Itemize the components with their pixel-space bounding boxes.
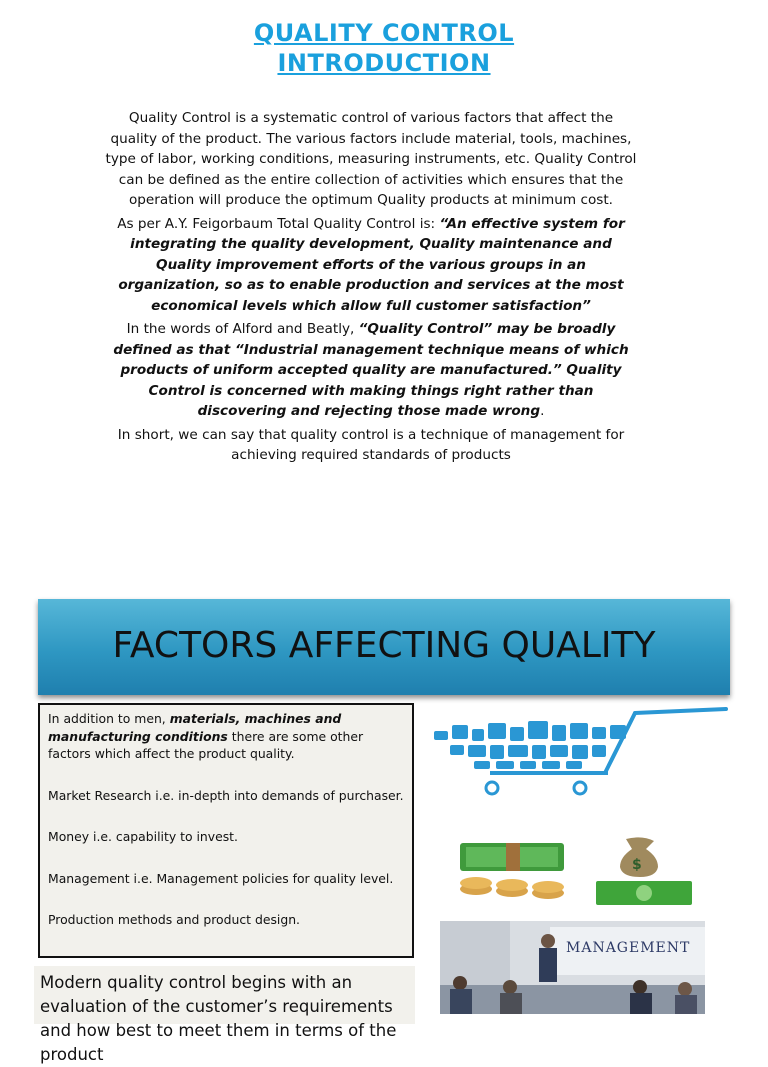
intro-paragraph-4: In short, we can say that quality control is a technique of management for achieving required standards of products	[117, 426, 625, 463]
page-title	[0, 18, 768, 78]
banner-title: FACTORS AFFECTING QUALITY	[112, 625, 656, 666]
factors-box	[38, 703, 414, 958]
management-sign: MANAGEMENT	[566, 940, 691, 956]
title-line-2: INTRODUCTION	[277, 49, 491, 77]
shopping-cart-icon	[430, 705, 730, 797]
factors-lead: In addition to men, materials, machines and manufacturing conditions there are some other factors which affect the product quality.	[48, 711, 364, 761]
modern-quality-text: Modern quality control begins with an evaluation of the customer’s requirements and how best to meet them in terms of the product	[34, 966, 415, 1024]
management-meeting-image	[440, 921, 705, 1014]
factor-item: Money i.e. capability to invest.	[48, 829, 238, 844]
intro-paragraph-2: As per A.Y. Feigorbaum Total Quality Control is: “An effective system for integrating the quality development, Quality maintenance and Quality improvement efforts of the various groups in an organization, so as to enable production and services at the most economical levels which allow full customer satisfaction”	[117, 215, 625, 314]
factors-banner	[38, 599, 730, 695]
title-line-1: QUALITY CONTROL	[253, 19, 515, 47]
factor-item: Management i.e. Management policies for quality level.	[48, 870, 394, 886]
factor-item: Production methods and product design.	[48, 912, 300, 927]
intro-paragraph-3: In the words of Alford and Beatly, “Quality Control” may be broadly defined as that “Industrial management technique means of which products of uniform accepted quality are manufactured.” Quality Control is concerned with making things right rather than discovering and rejecting those made wrong.	[113, 321, 629, 419]
factor-item: Market Research i.e. in-depth into demands of purchaser.	[48, 787, 404, 803]
money-icon	[456, 835, 696, 907]
svg-text:$: $	[632, 857, 642, 873]
feigorbaum-quote: “An effective system for integrating the quality development, Quality maintenance and Quality improvement efforts of the various groups in an organization, so as to enable production and services at the most economical levels which allow full customer satisfaction”	[118, 215, 625, 314]
alford-quote: “Quality Control” may be broadly defined as that “Industrial management technique means of which products of uniform accepted quality are manufactured.” Quality Control is concerned with making things right rather than discovering and rejecting those made wrong	[113, 321, 629, 419]
intro-paragraph-1: Quality Control is a systematic control of various factors that affect the quality of the product. The various factors include material, tools, machines, type of labor, working conditions, measuring instruments, etc. Quality Control can be defined as the entire collection of activities which ensures that the operation will produce the optimum Quality products at minimum cost.	[105, 110, 637, 208]
intro-text	[104, 108, 638, 469]
